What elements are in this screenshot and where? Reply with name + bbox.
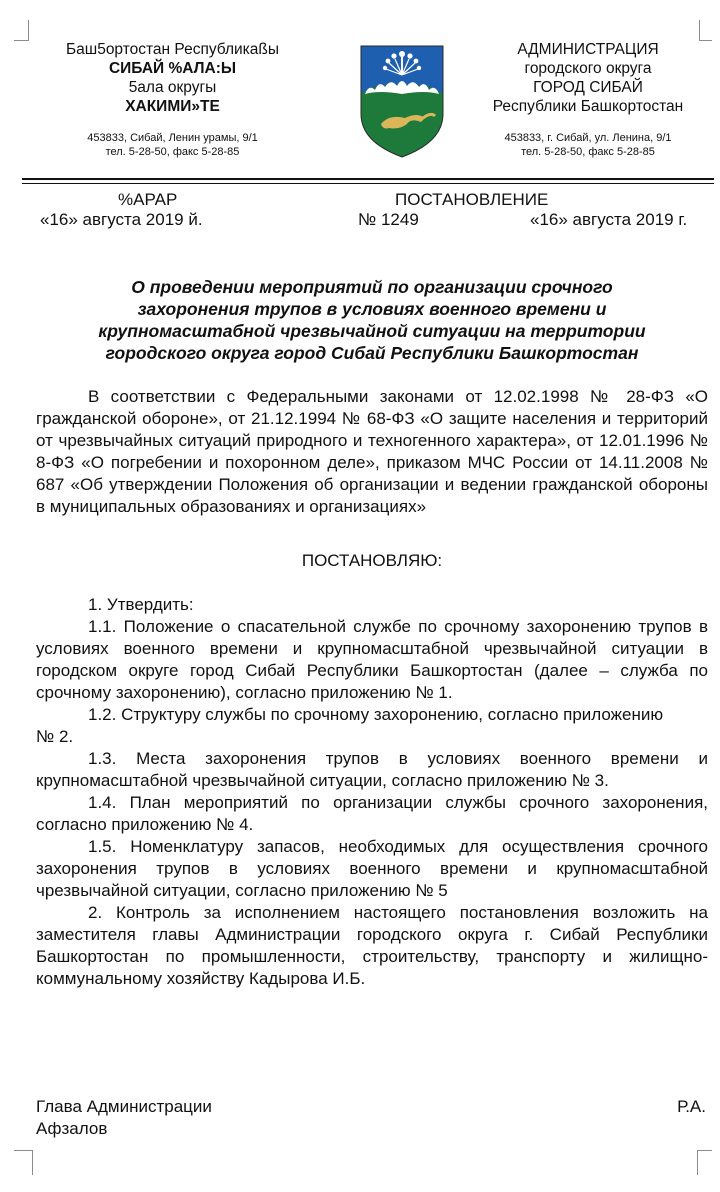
clause-1-1: 1.1. Положение о спасательной службе по срочному захоронению трупов в условиях военного времени и крупномасштабной чрезвычайной ситуации в городском округе город Сибай Республики Башкортостан (далее – служба по срочному захоронению), согласно приложению № 1. <box>36 617 708 702</box>
header-left-line: Баш5ортостан Республикаßы <box>65 41 280 58</box>
document-title <box>60 276 684 364</box>
clause-1-5: 1.5. Номенклатуру запасов, необходимых для осуществления срочного захоронения трупов в условиях военного времени и крупномасштабной чрезвычайной ситуации, согласно приложению № 5 <box>36 837 708 900</box>
header-left-line: 5ала округы <box>128 79 217 96</box>
clause-1-4: 1.4. План мероприятий по организации службы срочного захоронения, согласно приложению № 4. <box>36 793 708 834</box>
header-left-address: 453833, Сибай, Ленин урамы, 9/1 <box>87 132 258 144</box>
clause-1-2: 1.2. Структуру службы по срочному захоронению, согласно приложению <box>88 705 664 724</box>
decree-date-bashkir: «16» августа 2019 й. <box>40 210 203 229</box>
header-left-line: ХАКИМИ»ТЕ <box>125 98 220 115</box>
header-right-address: 453833, г. Сибай, ул. Ленина, 9/1 <box>504 132 672 144</box>
clause-1-3: 1.3. Места захоронения трупов в условиях военного времени и крупномасштабной чрезвычайной ситуации, согласно приложению № 3. <box>36 749 708 790</box>
header-left-line: СИБАЙ %АЛА:Ы <box>108 60 237 77</box>
page-corner-mark <box>699 20 712 41</box>
title-line: городского округа город Сибай Республики Башкортостан <box>105 343 639 363</box>
header-divider <box>22 178 714 180</box>
decree-label: ПОСТАНОВЛЕНИЕ <box>395 190 549 209</box>
header-left-block <box>40 40 305 159</box>
page-corner-mark <box>14 20 29 41</box>
decree-label-bashkir: %АРАР <box>118 190 178 209</box>
preamble-paragraph: В соответствии с Федеральными законами от 12.02.1998 № 28-ФЗ «О гражданской обороне», от 21.12.1994 № 68-ФЗ «О защите населения и территорий от чрезвычайных ситуаций природного и техногенного характера», от 12.01.1996 № 8-ФЗ «О погребении и похоронном деле», приказом МЧС России от 14.11.2008 № 687 «Об утверждении Положения об организации и ведении гражданской обороны в муниципальных образованиях и организациях» <box>36 387 708 516</box>
clause-1: 1. Утвердить: <box>88 595 194 614</box>
clause-1-2-number: № 2. <box>36 727 74 746</box>
page-corner-mark <box>697 1150 712 1175</box>
page-corner-mark <box>14 1150 33 1175</box>
title-line: О проведении мероприятий по организации срочного <box>131 277 613 297</box>
header-divider <box>22 183 714 184</box>
clause-2: 2. Контроль за исполнением настоящего постановления возложить на заместителя главы Администрации городского округа г. Сибай Республики Башкортостан по промышленности, строительству, транспорту и жилищно-коммунальному хозяйству Кадырова И.Б. <box>36 903 708 988</box>
header-right-line: ГОРОД СИБАЙ <box>533 79 643 96</box>
header-left-phones: тел. 5-28-50, факс 5-28-85 <box>105 146 240 158</box>
signature-surname: Афзалов <box>36 1119 108 1138</box>
title-line: захоронения трупов в условиях военного времени и <box>137 299 607 319</box>
header-right-line: городского округа <box>524 60 652 77</box>
resolve-heading: ПОСТАНОВЛЯЮ: <box>301 551 443 570</box>
header-right-line: Республики Башкортостан <box>492 98 684 115</box>
title-line: крупномасштабной чрезвычайной ситуации на территории <box>98 321 646 341</box>
header-right-block <box>468 40 708 159</box>
decree-date: «16» августа 2019 г. <box>530 210 688 229</box>
decree-number: № 1249 <box>358 210 419 229</box>
header-right-line: АДМИНИСТРАЦИЯ <box>517 41 659 58</box>
header-right-phones: тел. 5-28-50, факс 5-28-85 <box>521 146 655 158</box>
city-coat-of-arms-icon <box>359 44 445 158</box>
signature-initials: Р.А. <box>677 1097 706 1116</box>
signature-position: Глава Администрации <box>36 1097 212 1116</box>
document-body <box>36 386 708 990</box>
